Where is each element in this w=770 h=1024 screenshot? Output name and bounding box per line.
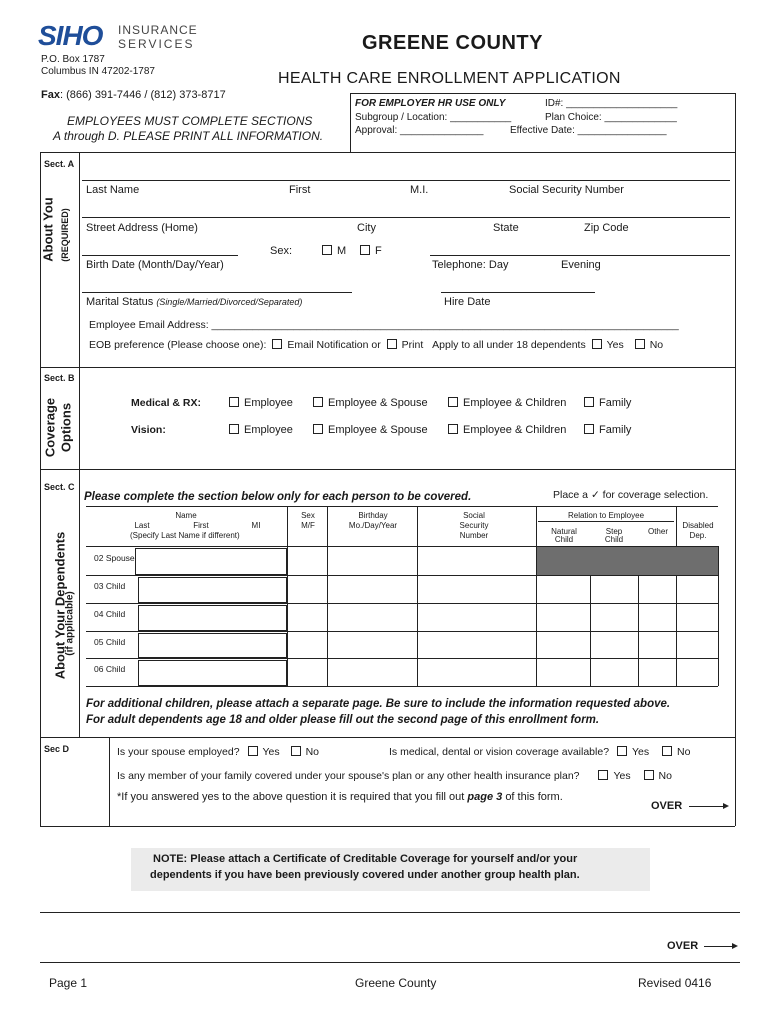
checkbox-icon[interactable] (229, 424, 239, 434)
col-line (417, 546, 418, 686)
vision-employee-spouse[interactable] (313, 424, 428, 436)
vision-employee[interactable] (229, 424, 293, 436)
over-label-footer (667, 940, 738, 952)
sect-c-subtitle: (if applicable) (64, 591, 76, 656)
vision-label: Vision: (131, 424, 166, 436)
no-label: No (677, 746, 691, 758)
telephone-day-label: Telephone: Day (432, 259, 509, 271)
approval-field[interactable]: Approval: _______________ (355, 125, 484, 136)
sect-b-label: Sect. B (44, 373, 75, 383)
footer-county: Greene County (355, 976, 437, 990)
marital-status (86, 296, 302, 308)
row-line (86, 658, 718, 659)
col-specify: (Specify Last Name if different) (130, 531, 240, 540)
option-label: Employee & Children (463, 424, 567, 436)
row-label-spouse: 02 Spouse (94, 553, 135, 563)
option-label: Family (599, 424, 632, 436)
checkbox-icon[interactable] (360, 245, 370, 255)
eob-row (89, 339, 663, 351)
checkbox-icon[interactable] (584, 397, 594, 407)
additional-children-note: For additional children, please attach a separate page. Be sure to include the information requested above. (86, 698, 671, 710)
fax-value: : (866) 391-7446 / (812) 373-8717 (59, 89, 226, 101)
print-label: Print (401, 339, 424, 351)
col-mf: M/F (301, 521, 315, 530)
relation-divider (538, 521, 674, 522)
hr-use-label: FOR EMPLOYER HR USE ONLY (355, 98, 506, 109)
checkbox-icon[interactable] (448, 397, 458, 407)
apply-no-label: No (649, 339, 664, 351)
street-label: Street Address (Home) (86, 222, 198, 234)
zip-label: Zip Code (584, 222, 629, 234)
col-line (287, 546, 288, 686)
if-yes-pre: *If you answered yes to the above question it is required that you fill out (117, 791, 465, 803)
medical-label: Medical & RX: (131, 397, 202, 409)
checkbox-icon[interactable] (387, 339, 397, 349)
option-label: Employee & Spouse (328, 397, 428, 409)
checkbox-icon[interactable] (662, 746, 672, 756)
spouse-relation-shaded (537, 547, 718, 575)
checkbox-icon[interactable] (313, 424, 323, 434)
sex-f-label: F (375, 245, 382, 257)
sect-b-title: Coverage (42, 397, 58, 458)
instructions-line1: EMPLOYEES MUST COMPLETE SECTIONS (67, 114, 313, 128)
company-logo (38, 22, 198, 52)
checkbox-icon[interactable] (291, 746, 301, 756)
sect-c-instruction: Please complete the section below only for each person to be covered. (84, 491, 472, 503)
col-natural-child: Child (554, 535, 574, 544)
sect-c-bottom (40, 737, 735, 738)
sect-a-subtitle: (REQUIRED) (60, 208, 70, 262)
footer-revised: Revised 0416 (638, 976, 712, 990)
marital-line (82, 292, 352, 293)
vision-employee-children[interactable] (448, 424, 566, 436)
checkbox-icon[interactable] (598, 770, 608, 780)
footer-top-line (40, 912, 740, 913)
row-line (86, 631, 718, 632)
birth-date-label: Birth Date (Month/Day/Year) (86, 259, 224, 271)
col-divider (327, 507, 328, 547)
col-first: First (193, 521, 209, 530)
row-label-child-4: 06 Child (94, 664, 126, 674)
sect-a-title: About You (40, 197, 56, 262)
checkbox-icon[interactable] (644, 770, 654, 780)
col-divider (536, 507, 537, 547)
frame-top (40, 152, 735, 153)
row-label-child-3: 05 Child (94, 637, 126, 647)
spouse-name-input[interactable] (135, 548, 287, 575)
covered-under-spouse-label: Is any member of your family covered under your spouse's plan or any other health insurance plan? (117, 770, 580, 782)
spouse-employed-row (117, 746, 319, 758)
checkbox-icon[interactable] (272, 339, 282, 349)
place-check-note: Place a ✓ for coverage selection. (553, 489, 709, 501)
checkbox-icon[interactable] (248, 746, 258, 756)
col-name: Name (175, 511, 197, 520)
arrow-right-icon (704, 946, 732, 947)
fax-label: Fax (41, 89, 60, 101)
subgroup-field[interactable]: Subgroup / Location: ___________ (355, 112, 512, 123)
medical-employee-children[interactable] (448, 397, 566, 409)
last-name-label: Last Name (86, 184, 140, 196)
if-yes-note (117, 791, 563, 803)
checkbox-icon[interactable] (229, 397, 239, 407)
col-mdy: Mo./Day/Year (348, 521, 398, 530)
logo-sub1: INSURANCE (118, 23, 198, 37)
sex-m-label: M (337, 245, 347, 257)
sect-a-label: Sect. A (44, 159, 75, 169)
col-security: Security (459, 521, 489, 530)
mi-label: M.I. (410, 184, 429, 196)
medical-family[interactable] (584, 397, 631, 409)
option-label: Family (599, 397, 632, 409)
row-label-child-1: 03 Child (94, 581, 126, 591)
col-other: Other (647, 527, 668, 536)
state-label: State (493, 222, 519, 234)
footer-bottom-line (40, 962, 740, 963)
checkbox-icon[interactable] (635, 339, 645, 349)
adult-dependents-note: For adult dependents age 18 and older please fill out the second page of this enrollment form. (86, 714, 600, 726)
address-row-line (82, 217, 730, 218)
col-divider (676, 507, 677, 547)
sect-b-subtitle: Options (58, 402, 74, 453)
yes-label: Yes (631, 746, 650, 758)
col-natural: Natural (551, 527, 577, 536)
sect-c-title: About Your Dependents (52, 531, 68, 680)
col-mi: MI (251, 521, 261, 530)
col-divider (417, 507, 418, 547)
option-label: Employee & Children (463, 397, 567, 409)
over-label-sect-d (651, 800, 729, 812)
birthdate-line (82, 255, 238, 256)
county-title: GREENE COUNTY (362, 32, 543, 54)
fax-line (41, 89, 226, 101)
col-last: Last (134, 521, 150, 530)
row-line (86, 575, 718, 576)
coverage-available-label: Is medical, dental or vision coverage available? (389, 746, 610, 758)
arrow-head-icon (723, 803, 729, 809)
checkbox-icon[interactable] (313, 397, 323, 407)
address-line2: Columbus IN 47202-1787 (41, 66, 155, 77)
col-number: Number (459, 531, 489, 540)
logo-sub2: SERVICES (118, 37, 195, 51)
sect-d-label: Sec D (44, 744, 70, 754)
name-row-line (82, 180, 730, 181)
row-line (86, 686, 718, 687)
col-dep: Dep. (689, 531, 707, 540)
sect-a-bottom (40, 367, 735, 368)
evening-label: Evening (561, 259, 601, 271)
col-step-child: Child (604, 535, 624, 544)
side-divider (79, 152, 80, 737)
medical-employee[interactable] (229, 397, 293, 409)
child-1-name-input[interactable] (138, 577, 287, 603)
sex-f-option[interactable] (360, 245, 382, 257)
effective-date-field[interactable]: Effective Date: ________________ (510, 125, 667, 136)
arrow-right-icon (689, 806, 723, 807)
child-4-name-input[interactable] (138, 660, 287, 686)
first-name-label: First (289, 184, 311, 196)
over-text: OVER (651, 800, 683, 812)
sex-m-option[interactable] (322, 245, 346, 257)
spouse-employed-label: Is your spouse employed? (117, 746, 240, 758)
child-3-name-input[interactable] (138, 633, 287, 658)
child-2-name-input[interactable] (138, 605, 287, 631)
email-field[interactable]: Employee Email Address: ________________________________________________________________________________ (89, 319, 679, 331)
certificate-note-line2: dependents if you have been previously covered under another group health plan. (150, 869, 580, 881)
dependents-table-header (86, 506, 718, 547)
checkbox-icon[interactable] (448, 424, 458, 434)
form-title: HEALTH CARE ENROLLMENT APPLICATION (278, 70, 621, 87)
id-field[interactable]: ID#: ____________________ (545, 98, 678, 109)
sect-d-divider (109, 737, 110, 826)
hire-date-line (441, 292, 595, 293)
address-line1: P.O. Box 1787 (41, 54, 105, 65)
checkbox-icon[interactable] (617, 746, 627, 756)
marital-options: (Single/Married/Divorced/Separated) (156, 297, 303, 307)
certificate-note-line1: NOTE: Please attach a Certificate of Creditable Coverage for yourself and/or your (153, 853, 578, 865)
city-label: City (357, 222, 376, 234)
instructions-line2: A through D. PLEASE PRINT ALL INFORMATION. (53, 129, 324, 143)
if-yes-page: page 3 (467, 791, 503, 803)
no-label: No (305, 746, 319, 758)
no-label: No (658, 770, 672, 782)
apply-yes-label: Yes (606, 339, 624, 351)
col-relation: Relation to Employee (567, 511, 645, 520)
col-step: Step (605, 527, 623, 536)
plan-choice-field[interactable]: Plan Choice: _____________ (545, 112, 677, 123)
row-label-child-2: 04 Child (94, 609, 126, 619)
yes-label: Yes (262, 746, 280, 758)
medical-employee-spouse[interactable] (313, 397, 428, 409)
col-divider (287, 507, 288, 547)
vision-family[interactable] (584, 424, 631, 436)
option-label: Employee (244, 424, 293, 436)
hr-use-box (350, 93, 736, 152)
checkbox-icon[interactable] (584, 424, 594, 434)
col-birthday: Birthday (358, 511, 388, 520)
hire-date-label: Hire Date (444, 296, 491, 308)
sex-label: Sex: (270, 245, 293, 257)
sect-c-label: Sect. C (44, 482, 75, 492)
marital-label: Marital Status (86, 296, 154, 308)
over-text: OVER (667, 940, 699, 952)
certificate-note-box (131, 848, 650, 891)
col-sex: Sex (301, 511, 315, 520)
sect-b-bottom (40, 469, 735, 470)
yes-label: Yes (613, 770, 631, 782)
col-social: Social (463, 511, 485, 520)
checkbox-icon[interactable] (322, 245, 332, 255)
apply-all-label: Apply to all under 18 dependents (432, 339, 586, 351)
ssn-label: Social Security Number (509, 184, 624, 196)
footer-page: Page 1 (49, 976, 88, 990)
covered-under-spouse-row (117, 770, 672, 782)
col-line (718, 546, 719, 686)
frame-right (735, 93, 736, 826)
if-yes-post: of this form. (505, 791, 563, 803)
option-label: Employee & Spouse (328, 424, 428, 436)
email-notification-label: Email Notification or (287, 339, 381, 351)
dependents-table (86, 546, 718, 686)
eob-label: EOB preference (Please choose one): (89, 339, 267, 351)
col-disabled: Disabled (682, 521, 714, 530)
col-line (327, 546, 328, 686)
frame-bottom (40, 826, 735, 827)
coverage-available-row (389, 746, 690, 758)
telephone-line (430, 255, 730, 256)
logo-text: SIHO (38, 20, 103, 51)
checkbox-icon[interactable] (592, 339, 602, 349)
arrow-head-icon (732, 943, 738, 949)
option-label: Employee (244, 397, 293, 409)
row-line (86, 603, 718, 604)
